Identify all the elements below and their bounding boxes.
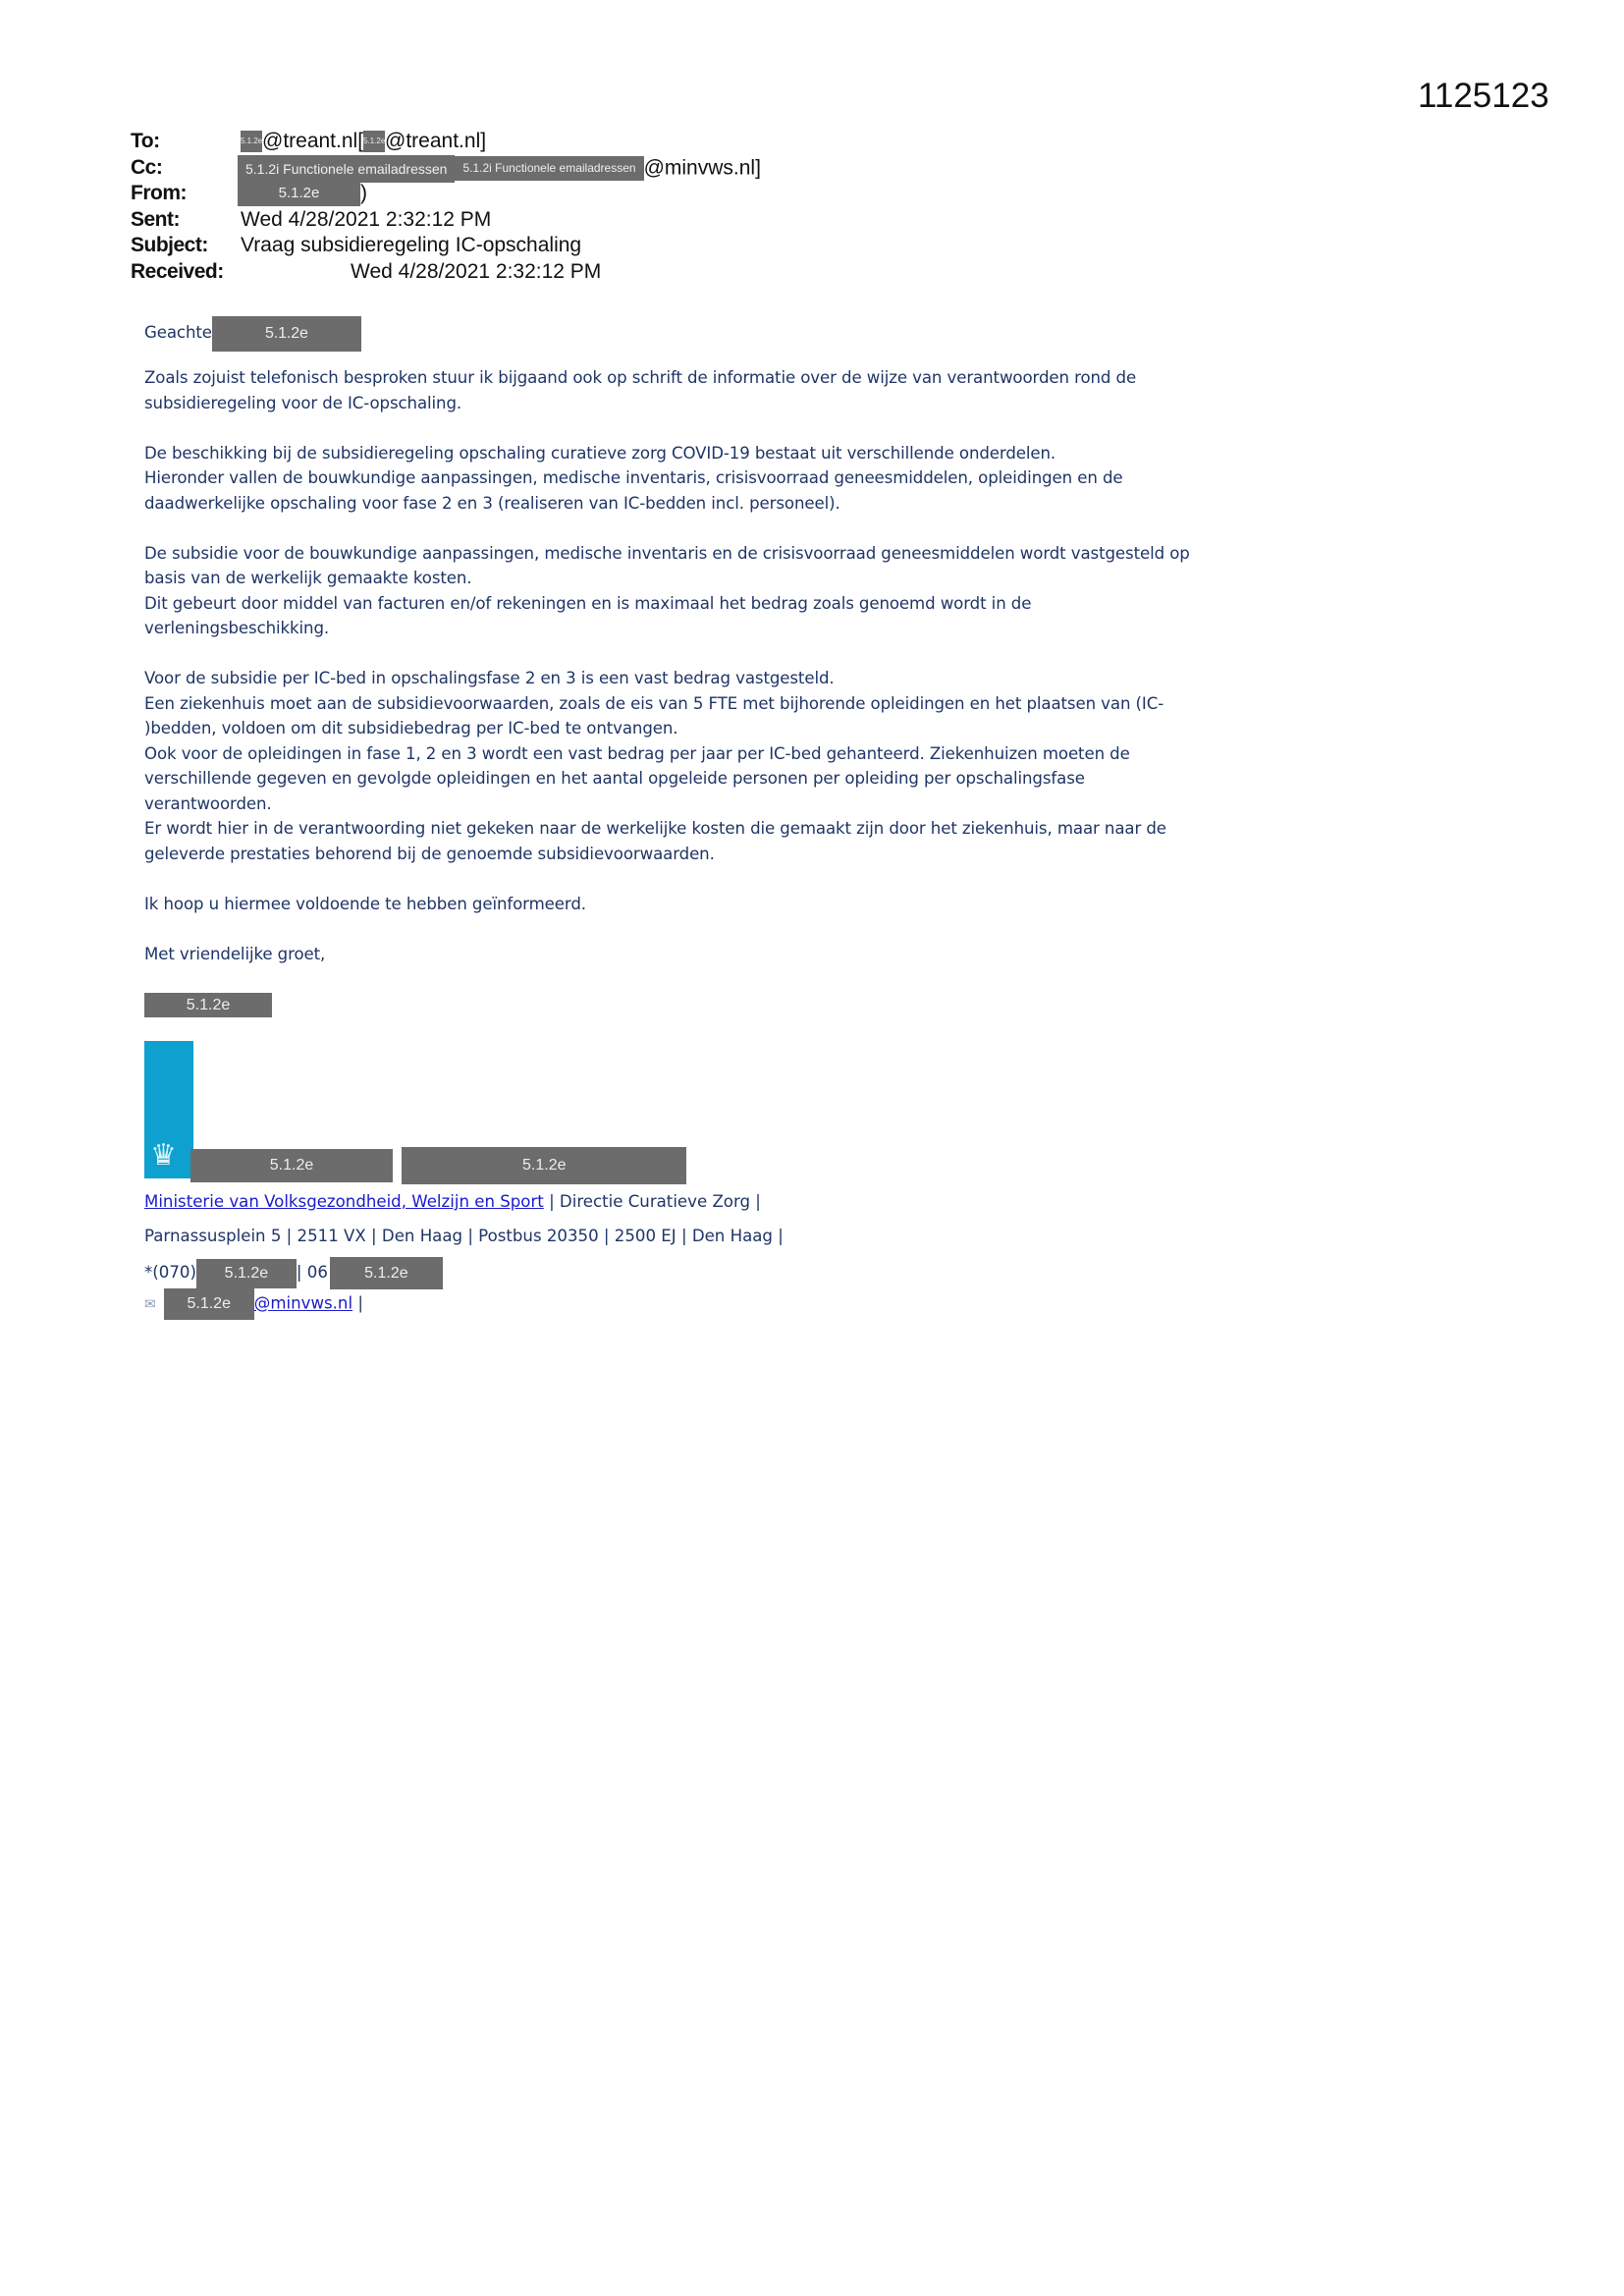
text-line: verschillende gegeven en gevolgde opleidingen en het aantal opgeleide personen per opleiding per opschalingsfase: [144, 769, 1085, 788]
greeting-line: [144, 314, 1190, 352]
text-line: Voor de subsidie per IC-bed in opschalingsfase 2 en 3 is een vast bedrag vastgesteld.: [144, 669, 835, 687]
text-line: verleningsbeschikking.: [144, 619, 330, 637]
from-label: From:: [131, 182, 187, 204]
redaction: 5.1.2e: [238, 181, 360, 206]
text-line: basis van de werkelijk gemaakte kosten.: [144, 569, 472, 587]
text-line: Zoals zojuist telefonisch besproken stuur ik bijgaand ook op schrift de informatie over de wijze van verantwoorden rond de: [144, 368, 1137, 387]
signature-phone-line: [144, 1257, 443, 1289]
redaction: 5.1.2i Functionele emailadressen: [455, 156, 643, 181]
email-suffix: |: [352, 1293, 363, 1313]
redaction: 5.1.2e: [144, 993, 272, 1017]
crest-icon: ♛: [150, 1139, 177, 1172]
text-line: Hieronder vallen de bouwkundige aanpassingen, medische inventaris, crisisvoorraad geneesmiddelen, opleidingen en de: [144, 468, 1123, 487]
redaction: 5.1.2e: [212, 316, 361, 352]
redaction: 5.1.2e: [196, 1259, 297, 1288]
paragraph: [144, 942, 1190, 967]
text-line: verantwoorden.: [144, 793, 272, 813]
redaction: 5.1.2e: [164, 1288, 254, 1320]
sent-label: Sent:: [131, 207, 180, 231]
text-line: geleverde prestaties behorend bij de genoemde subsidievoorwaarden.: [144, 844, 715, 863]
text-line: subsidieregeling voor de IC-opschaling.: [144, 393, 462, 412]
signature-email-line: [144, 1288, 363, 1320]
phone-prefix: *(070): [144, 1263, 196, 1282]
text-line: De beschikking bij de subsidieregeling opschaling curatieve zorg COVID-19 bestaat uit verschillende onderdelen.: [144, 443, 1056, 463]
signature-address: Parnassusplein 5 | 2511 VX | Den Haag | Postbus 20350 | 2500 EJ | Den Haag |: [144, 1227, 784, 1245]
to-domain-1: @treant.nl[: [262, 130, 364, 152]
document-number: 1125123: [1418, 77, 1549, 115]
ministry-link[interactable]: Ministerie van Volksgezondheid, Welzijn en Sport: [144, 1192, 544, 1211]
from-suffix: ): [360, 182, 367, 204]
sent-value: Wed 4/28/2021 2:32:12 PM: [241, 207, 492, 231]
greeting: Geachte: [144, 323, 212, 342]
text-line: De subsidie voor de bouwkundige aanpassingen, medische inventaris en de crisisvoorraad geneesmiddelen wordt vastgesteld op: [144, 543, 1190, 563]
subject-label: Subject:: [131, 234, 208, 256]
email-body: [144, 314, 1190, 992]
redaction: 5.1.2e: [241, 131, 262, 152]
paragraph: [144, 365, 1190, 415]
text-line: Dit gebeurt door middel van facturen en/of rekeningen en is maximaal het bedrag zoals genoemd wordt in de: [144, 593, 1032, 613]
signature-name: [144, 993, 272, 1017]
paragraph: [144, 666, 1190, 866]
body-paragraphs: [144, 365, 1190, 966]
paragraph: [144, 541, 1190, 641]
email-link[interactable]: @minvws.nl: [253, 1293, 353, 1313]
signature-redactions: [190, 1147, 686, 1184]
redaction: 5.1.2i Functionele emailadressen: [238, 155, 455, 183]
text-line: Ook voor de opleidingen in fase 1, 2 en 3 wordt een vast bedrag per jaar per IC-bed gehanteerd. Ziekenhuizen moeten de: [144, 743, 1130, 763]
paragraph: [144, 441, 1190, 517]
text-line: Met vriendelijke groet,: [144, 944, 326, 963]
redaction: 5.1.2e: [402, 1147, 686, 1184]
redaction: 5.1.2e: [190, 1149, 393, 1182]
received-label: Received:: [131, 259, 224, 283]
redaction: 5.1.2e: [330, 1257, 443, 1289]
rijksoverheid-logo: [144, 1041, 193, 1178]
text-line: Een ziekenhuis moet aan de subsidievoorwaarden, zoals de eis van 5 FTE met bijhorende opleidingen en het plaatsen van (IC-: [144, 693, 1164, 713]
cc-domain: @minvws.nl]: [643, 156, 761, 180]
text-line: Ik hoop u hiermee voldoende te hebben geïnformeerd.: [144, 894, 586, 913]
to-domain-2: @treant.nl]: [385, 130, 487, 152]
department: | Directie Curatieve Zorg |: [543, 1192, 761, 1211]
subject-value: Vraag subsidieregeling IC-opschaling: [241, 234, 582, 256]
mobile-prefix: | 06: [296, 1263, 328, 1282]
received-value: Wed 4/28/2021 2:32:12 PM: [351, 259, 602, 283]
to-label: To:: [131, 130, 160, 152]
envelope-icon: ✉: [144, 1296, 156, 1313]
redaction: 5.1.2e: [363, 131, 385, 152]
text-line: daadwerkelijke opschaling voor fase 2 en 3 (realiseren van IC-bedden incl. personeel).: [144, 493, 840, 513]
text-line: )bedden, voldoen om dit subsidiebedrag per IC-bed te ontvangen.: [144, 719, 678, 738]
text-line: Er wordt hier in de verantwoording niet gekeken naar de werkelijke kosten die gemaakt zijn door het ziekenhuis, maar naar de: [144, 819, 1166, 838]
cc-label: Cc:: [131, 155, 163, 179]
paragraph: [144, 892, 1190, 917]
signature-ministry-line: [144, 1192, 761, 1211]
